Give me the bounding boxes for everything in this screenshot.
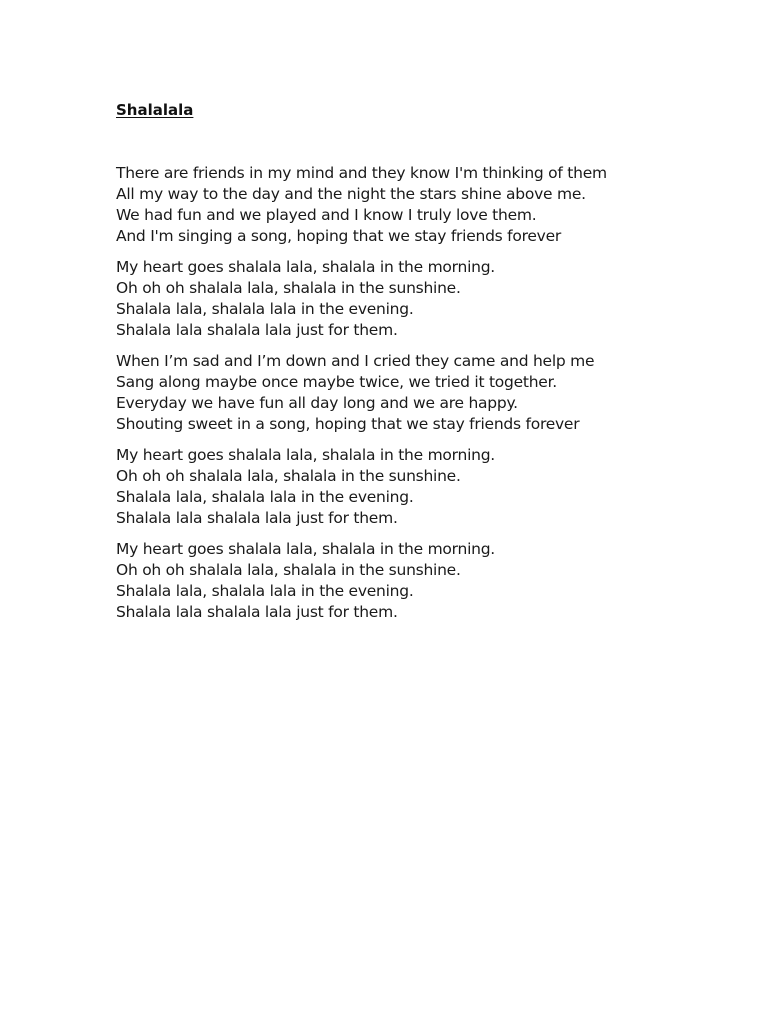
lyric-line: Oh oh oh shalala lala, shalala in the sunshine. (116, 467, 461, 485)
lyrics-body (116, 163, 646, 633)
lyric-line: Everyday we have fun all day long and we are happy. (116, 394, 518, 412)
lyric-line: Shalala lala shalala lala just for them. (116, 509, 398, 527)
song-title: Shalalala (116, 101, 194, 119)
lyric-line: All my way to the day and the night the stars shine above me. (116, 185, 586, 203)
lyric-line: My heart goes shalala lala, shalala in the morning. (116, 258, 495, 276)
lyric-line: My heart goes shalala lala, shalala in the morning. (116, 446, 495, 464)
stanza-5 (116, 539, 646, 623)
lyric-line: When I’m sad and I’m down and I cried they came and help me (116, 352, 595, 370)
lyric-line: Shalala lala shalala lala just for them. (116, 321, 398, 339)
lyric-line: Shalala lala, shalala lala in the evening. (116, 488, 414, 506)
lyric-line: Oh oh oh shalala lala, shalala in the sunshine. (116, 279, 461, 297)
stanza-4 (116, 445, 646, 529)
lyric-line: Oh oh oh shalala lala, shalala in the sunshine. (116, 561, 461, 579)
stanza-2 (116, 257, 646, 341)
lyric-line: Shalala lala, shalala lala in the evening. (116, 300, 414, 318)
lyric-line: Shouting sweet in a song, hoping that we stay friends forever (116, 415, 580, 433)
lyric-line: We had fun and we played and I know I truly love them. (116, 206, 537, 224)
lyric-line: Sang along maybe once maybe twice, we tried it together. (116, 373, 557, 391)
stanza-3 (116, 351, 646, 435)
lyric-line: Shalala lala, shalala lala in the evening. (116, 582, 414, 600)
lyric-line: And I'm singing a song, hoping that we stay friends forever (116, 227, 562, 245)
lyric-line: My heart goes shalala lala, shalala in the morning. (116, 540, 495, 558)
stanza-1 (116, 163, 646, 247)
lyric-line: There are friends in my mind and they know I'm thinking of them (116, 164, 607, 182)
lyric-line: Shalala lala shalala lala just for them. (116, 603, 398, 621)
